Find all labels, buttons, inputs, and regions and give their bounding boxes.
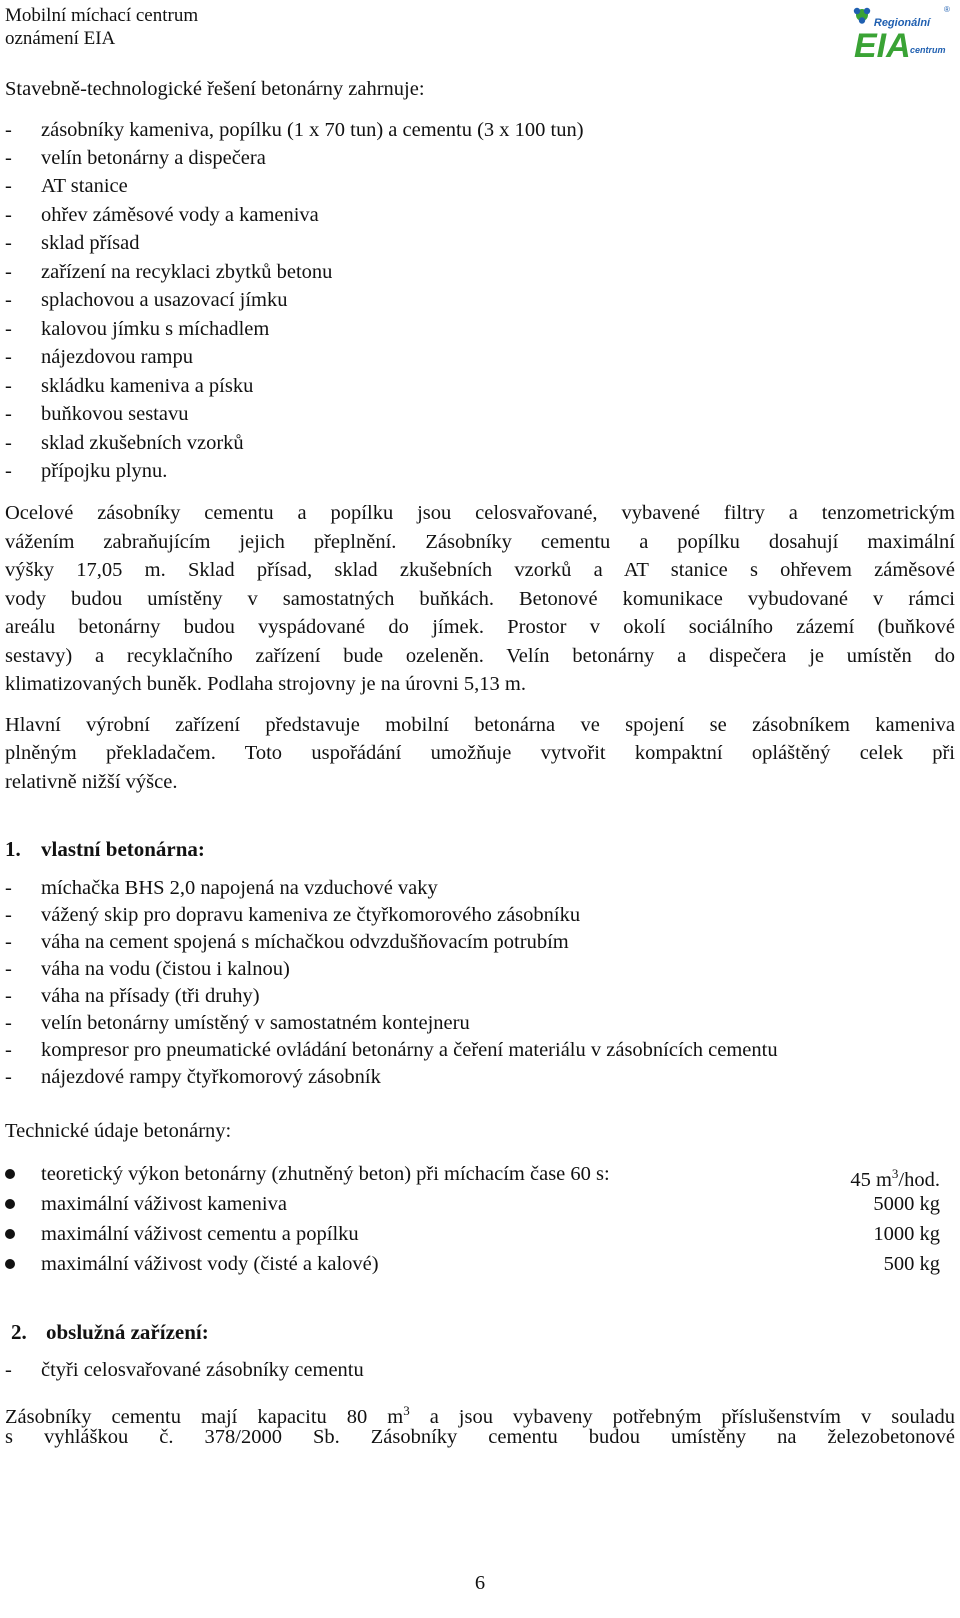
page-number: 6 [474,1572,486,1594]
eia-logo [850,3,950,61]
bullet-icon [5,1199,15,1209]
section-heading-1: 1. vlastní betonárna: [5,837,205,861]
tech-row-value: 500 kg [883,1253,940,1275]
tech-row-value: 45 $m^3$/hod. [850,1166,940,1191]
svg-text:centrum: centrum [910,45,946,55]
tech-row [5,1219,940,1249]
tech-row-value: 5000 kg [873,1193,940,1215]
text-line: areálu betonárny budou vyspádované do jímek. Prostor v okolí sociálního zázemí (buňkové [5,616,955,638]
tech-row-label: maximální váživost cementu a popílku [41,1223,359,1245]
text-line: s vyhláškou č. 378/2000 Sb. Zásobníky cementu budou umístěny na železobetonové [5,1426,955,1448]
text-line: relativně nižší výšce. [5,771,178,793]
bullet-icon [5,1169,15,1179]
section-heading-2: 2. obslužná zařízení: [11,1320,209,1344]
registered-mark: ® [944,5,950,14]
text-line: vody budou umístěny v samostatných buňkách. Betonové komunikace vybudované v rámci [5,588,955,610]
text-line: sestavy) a recyklačního zařízení bude ozeleněn. Velín betonárny a dispečera je umístěn do [5,645,955,667]
text-line: Ocelové zásobníky cementu a popílku jsou celosvařované, vybavené filtry a tenzometrickým [5,502,955,524]
header-title: Mobilní míchací centrum [5,5,199,26]
tech-row [5,1189,940,1219]
text-line: klimatizovaných buněk. Podlaha strojovny je na úrovni 5,13 m. [5,673,526,695]
bullet-icon [5,1229,15,1239]
header-subtitle: oznámení EIA [5,28,116,49]
intro-text: Stavebně-technologické řešení betonárny zahrnuje: [5,78,425,100]
tech-row [5,1249,940,1279]
tech-row-label: maximální váživost vody (čisté a kalové) [41,1253,379,1275]
tech-row [5,1159,940,1189]
text-line: Zásobníky cementu mají kapacitu 80 $m^3$ a jsou vybaveny potřebným příslušenstvím v souladu [5,1403,955,1428]
text-line: Hlavní výrobní zařízení představuje mobilní betonárna ve spojení se zásobníkem kameniva [5,714,955,736]
tech-row-label: maximální váživost kameniva [41,1193,287,1215]
tech-row-value: 1000 kg [873,1223,940,1245]
logo-wordmark: EIA [854,27,911,61]
tech-row-label: teoretický výkon betonárny (zhutněný beton) při míchacím čase 60 s: [41,1163,610,1185]
text-line: plněným překladačem. Toto uspořádání umožňuje vytvořit kompaktní opláštěný celek při [5,742,955,764]
document-header [5,4,198,50]
tech-data-label: Technické údaje betonárny: [5,1120,232,1142]
text-line: vážením zabraňujícím jejich přeplnění. Zásobníky cementu a popílku dosahují maximální [5,531,955,553]
bullet-icon [5,1259,15,1269]
text-line: výšky 17,05 m. Sklad přísad, sklad zkušebních vzorků a AT stanice s ohřevem záměsové [5,559,955,581]
svg-text:Regionální: Regionální [873,17,931,29]
